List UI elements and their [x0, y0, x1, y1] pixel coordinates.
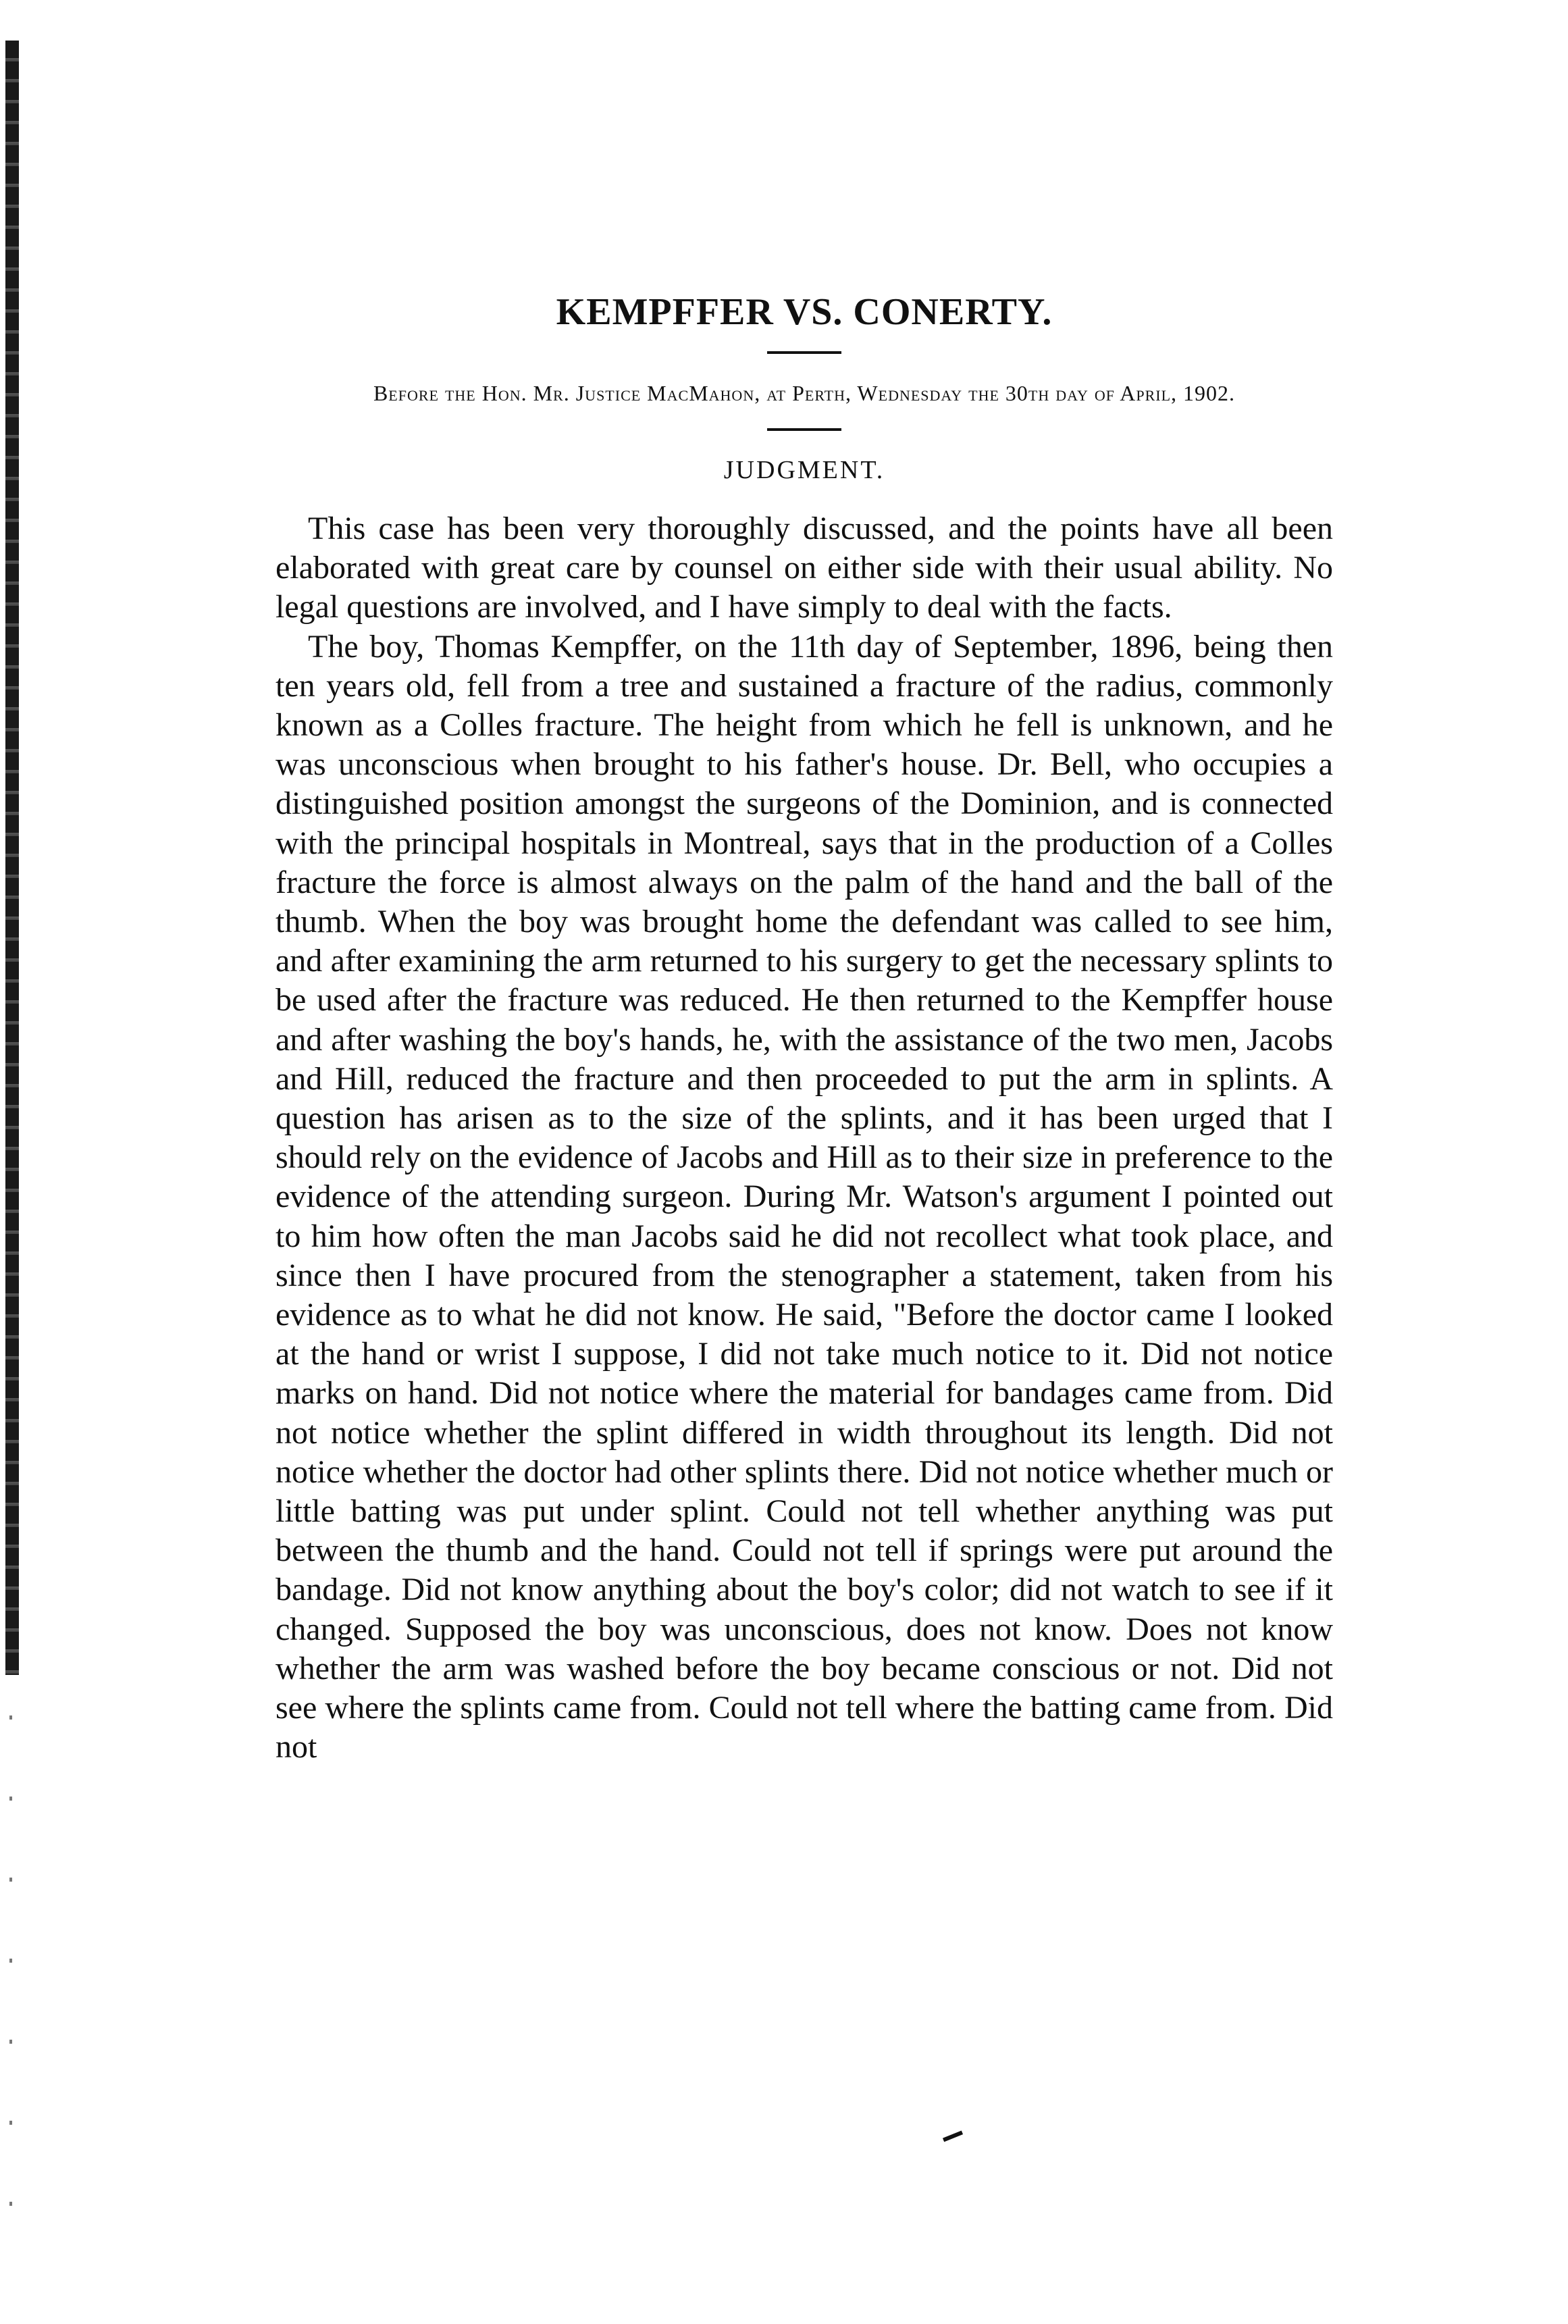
paragraph-2: The boy, Thomas Kempffer, on the 11th day of September, 1896, being then ten years old, fell from a tree and sustained a fracture of the radius, commonly known as a Colles fracture. The height from which he fell is unknown, and he was unconscious when brought to his father's house. Dr. Bell, who occupies a distinguished position amongst the surgeons of the Dominion, and is connected with the principal hospitals in Montreal, says that in the production of a Colles fracture the force is almost always on the palm of the hand and the ball of the thumb. When the boy was brought home the defendant was called to see him, and after examining the arm returned to his surgery to get the necessary splints to be used after the fracture was reduced. He then returned to the Kempffer house and after washing the boy's hands, he, with the assistance of the two men, Jacobs and Hill, reduced the fracture and then proceeded to put the arm in splints. A question has arisen as to the size of the splints, and it has been urged that I should rely on the evidence of Jacobs and Hill as to their size in preference to the evidence of the attending surgeon. During Mr. Watson's argument I pointed out to him how often the man Jacobs said he did not recollect what took place, and since then I have procured from the stenographer a statement, taken from his evidence as to what he did not know. He said, "Before the doctor came I looked at the hand or wrist I suppose, I did not take much notice to it. Did not notice marks on hand. Did not notice where the material for bandages came from. Did not notice whether the splint differed in width throughout its length. Did not notice whether the doctor had other splints there. Did not notice whether much or little batting was put under splint. Could not tell whether anything was put between the thumb and the hand. Could not tell if springs were put around the bandage. Did not know anything about the boy's color; did not watch to see if it changed. Supposed the boy was unconscious, does not know. Does not know whether the arm was washed before the boy became conscious or not. Did not see where the splints came from. Could not tell where the batting came from. Did not — [276, 628, 1333, 1765]
case-title: KEMPFFER VS. CONERTY. — [556, 291, 1053, 333]
court-subtitle: Before the Hon. Mr. Justice MacMahon, at Perth, Wednesday the 30th day of April, 1902. — [373, 381, 1236, 405]
section-heading: JUDGMENT. — [723, 456, 885, 484]
document-page — [276, 290, 1333, 1767]
page-binding-edge — [5, 41, 19, 1675]
ink-mark — [943, 2131, 963, 2142]
title-rule — [767, 351, 841, 354]
subtitle-rule — [767, 428, 841, 431]
paragraph-1: This case has been very thoroughly discussed, and the points have all been elaborated with great care by counsel on either side with their usual ability. No legal questions are involved, and I have simply to deal with the facts. — [276, 511, 1333, 625]
